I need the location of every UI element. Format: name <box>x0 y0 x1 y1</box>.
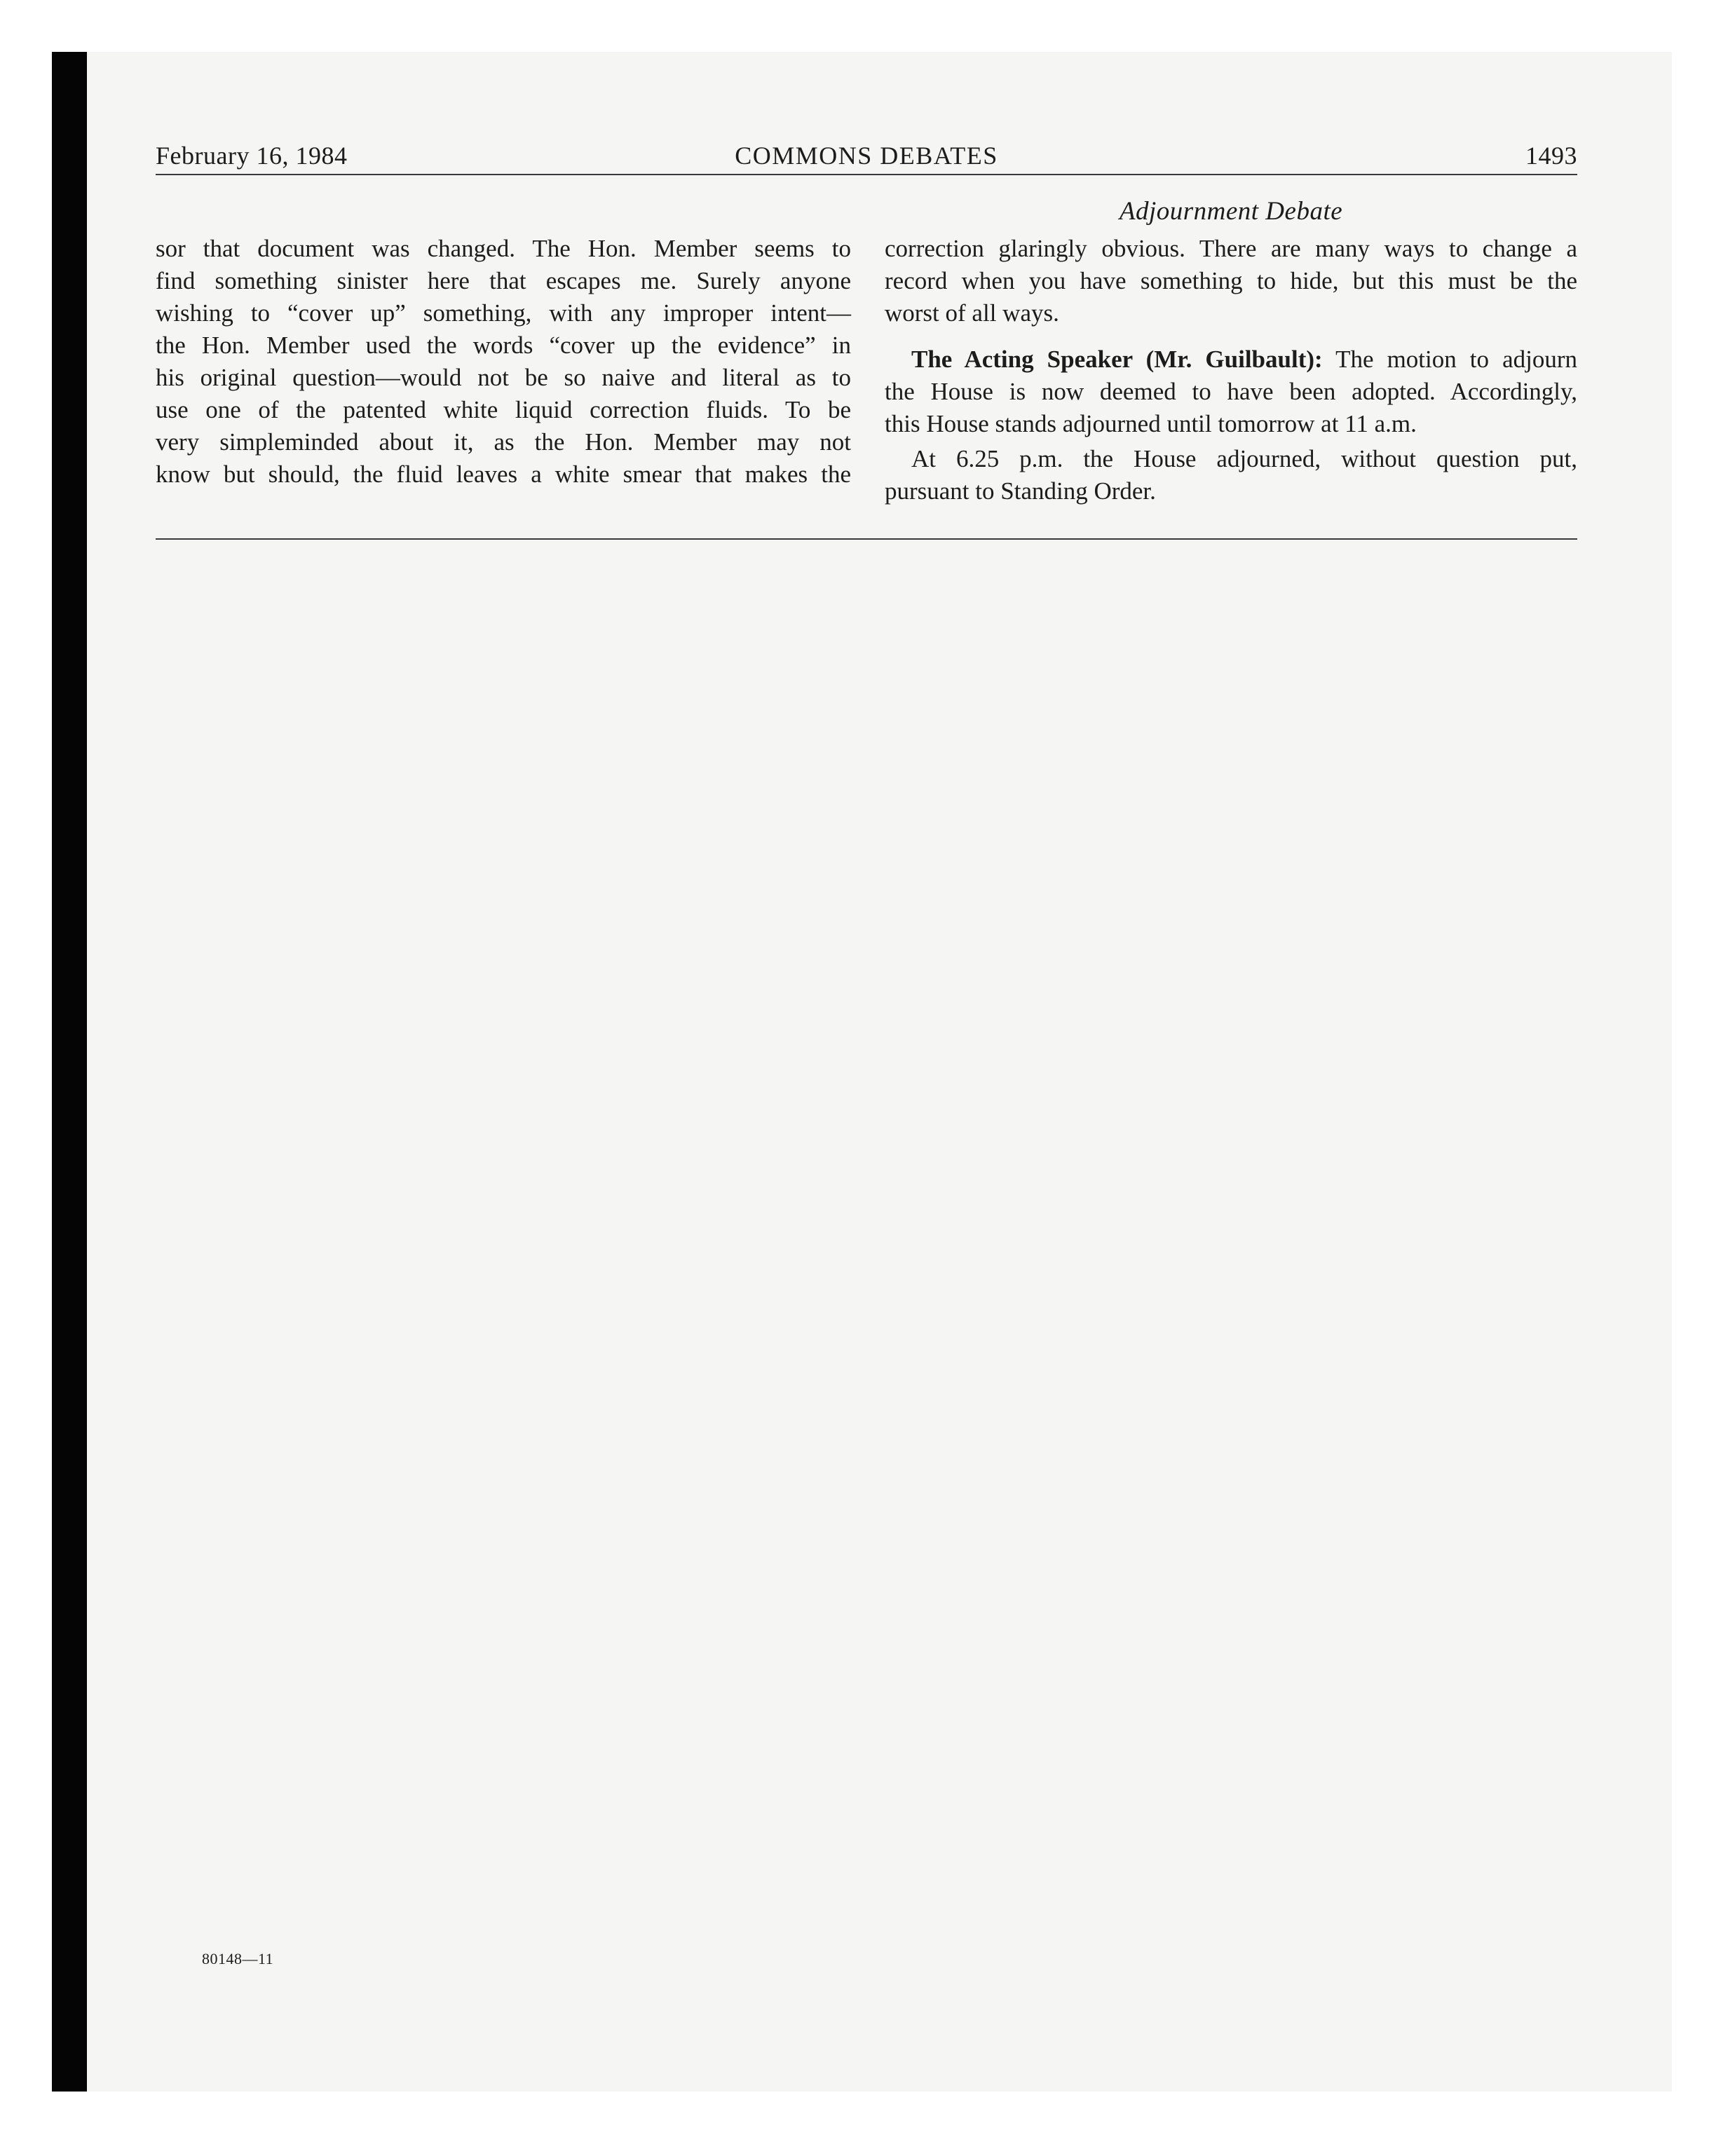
running-header <box>156 139 1577 172</box>
text-line <box>885 343 1577 376</box>
text-line: this House stands adjourned until tomorrow at 11 a.m. <box>885 410 1417 437</box>
right-column <box>885 233 1577 507</box>
text-line: the House is now deemed to have been adopted. Accordingly, <box>885 378 1577 405</box>
header-publication: COMMONS DEBATES <box>735 142 998 170</box>
page-number: 1493 <box>1525 142 1577 170</box>
text-line: his original question—would not be so naive and literal as to <box>156 364 851 391</box>
speaker-text: The motion to adjourn <box>1322 346 1577 373</box>
binding-shadow <box>52 52 87 2092</box>
left-paragraph <box>156 233 851 491</box>
text-line: pursuant to Standing Order. <box>885 477 1156 505</box>
text-line: find something sinister here that escapes me. Surely anyone <box>156 267 851 294</box>
text-line: use one of the patented white liquid correction fluids. To be <box>156 396 851 423</box>
left-column <box>156 233 851 491</box>
text-line: correction glaringly obvious. There are many ways to change a <box>885 235 1577 262</box>
adjournment-paragraph <box>885 443 1577 507</box>
text-line: the Hon. Member used the words “cover up the evidence” in <box>156 332 851 359</box>
header-date: February 16, 1984 <box>156 142 348 170</box>
text-line: wishing to “cover up” something, with any improper intent— <box>156 299 851 327</box>
right-paragraph-continued <box>885 233 1577 329</box>
speaker-paragraph <box>885 343 1577 440</box>
speaker-name: The Acting Speaker (Mr. Guilbault): <box>911 346 1323 373</box>
text-line: sor that document was changed. The Hon. Member seems to <box>156 235 851 262</box>
text-line: record when you have something to hide, but this must be the <box>885 267 1577 294</box>
text-line: worst of all ways. <box>885 299 1059 327</box>
text-line: At 6.25 p.m. the House adjourned, without question put, <box>911 445 1577 472</box>
header-rule <box>156 174 1577 175</box>
section-title: Adjournment Debate <box>1119 197 1343 226</box>
end-of-debate-rule <box>156 538 1577 540</box>
text-line: know but should, the fluid leaves a white smear that makes the <box>156 460 851 488</box>
printer-code: 80148—11 <box>202 1950 274 1967</box>
text-line: very simpleminded about it, as the Hon. Member may not <box>156 428 851 456</box>
